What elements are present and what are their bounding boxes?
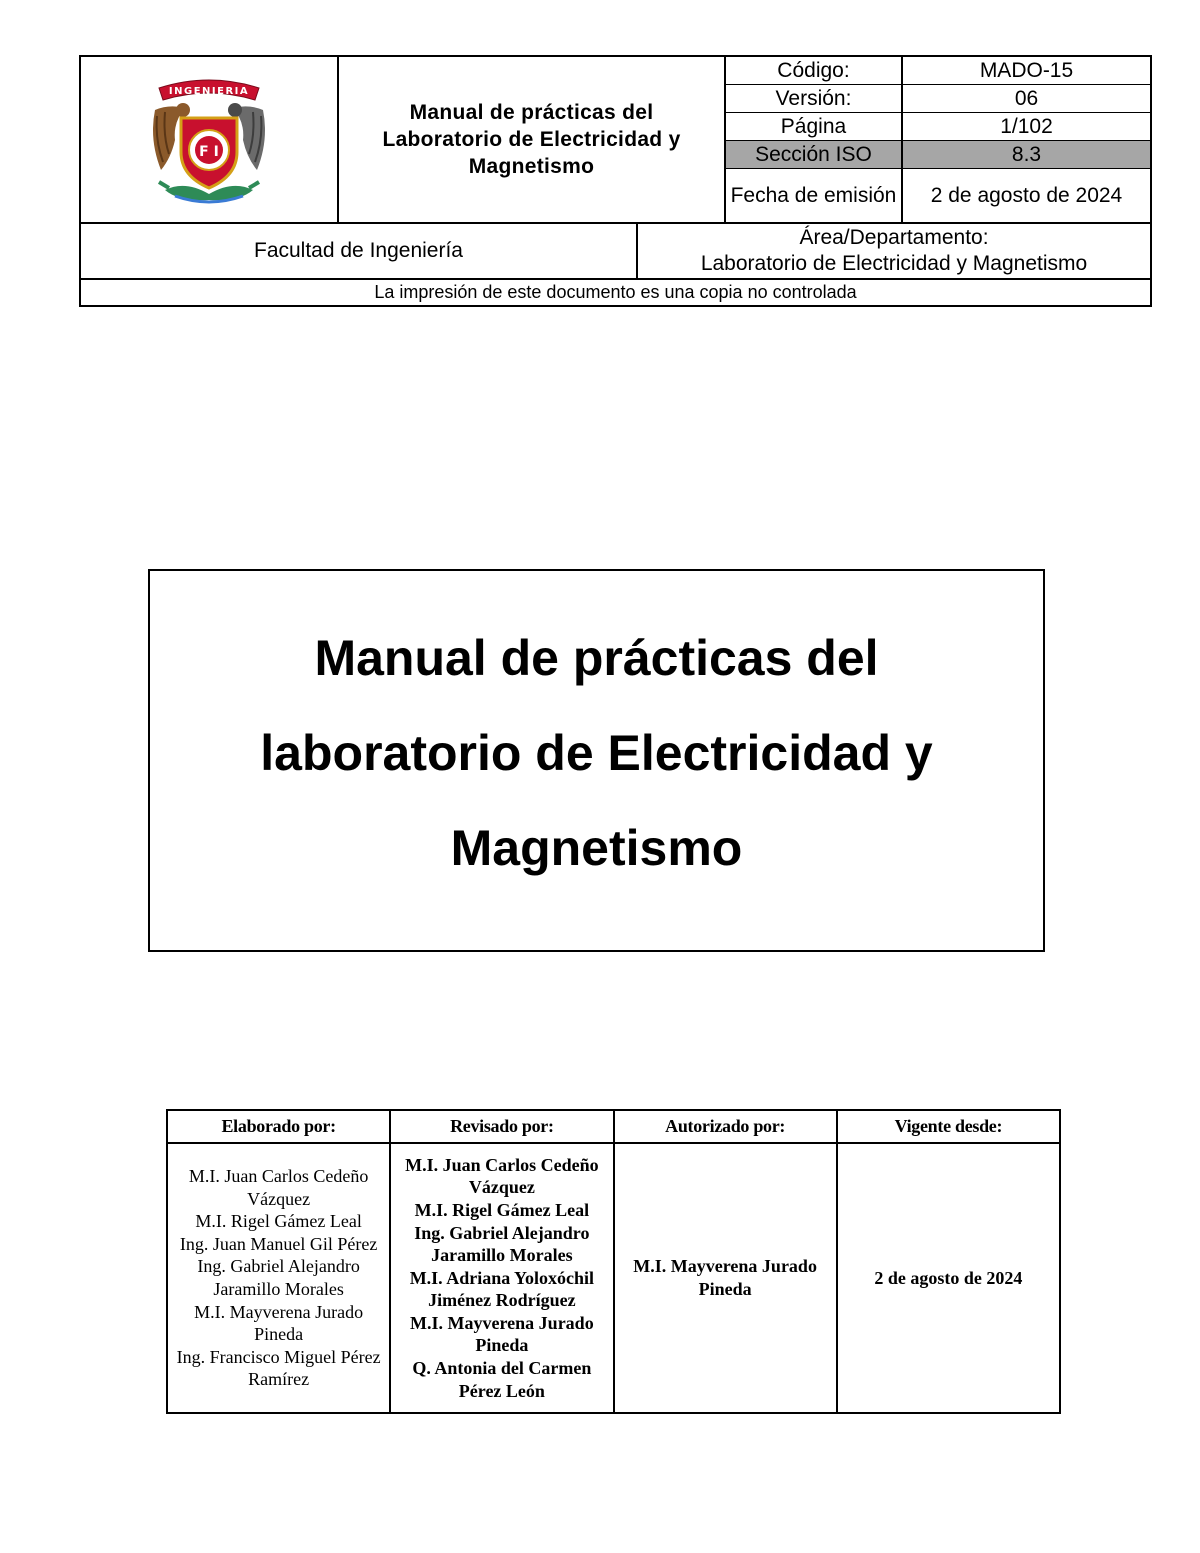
area-department	[638, 224, 1150, 278]
meta-label: Fecha de emisión	[726, 169, 903, 222]
meta-row-issue-date	[726, 169, 1150, 222]
copy-notice: La impresión de este documento es una copia no controlada	[374, 282, 857, 302]
engineering-school-logo	[145, 70, 273, 210]
author-name: M.I. Rigel Gámez Leal	[195, 1211, 362, 1232]
reviewer-name: M.I. Juan Carlos Cedeño Vázquez	[405, 1154, 599, 1198]
document-header	[79, 55, 1152, 307]
author-name: M.I. Mayverena Jurado Pineda	[194, 1301, 364, 1345]
reviewer-name: Q. Antonia del Carmen Pérez León	[412, 1358, 592, 1401]
logo-shield-letters: F I	[199, 143, 219, 160]
column-header-elaborado: Elaborado por:	[167, 1110, 390, 1143]
meta-row-code	[726, 57, 1150, 85]
meta-label: Versión:	[726, 85, 903, 112]
meta-value: 06	[1014, 86, 1039, 110]
signatures-header-row	[167, 1110, 1060, 1143]
meta-value: 2 de agosto de 2024	[930, 183, 1123, 207]
meta-row-iso-section	[726, 141, 1150, 169]
author-name: Ing. Francisco Miguel Pérez Ramírez	[176, 1346, 381, 1390]
reviewer-name: Ing. Gabriel Alejandro Jaramillo Morales	[414, 1222, 590, 1266]
meta-value: MADO-15	[979, 58, 1074, 82]
meta-label: Código:	[726, 57, 903, 84]
header-middle-row	[81, 224, 1150, 280]
signatures-row	[167, 1143, 1060, 1413]
meta-row-page	[726, 113, 1150, 141]
header-top-row	[81, 57, 1150, 224]
reviewer-name: M.I. Rigel Gámez Leal	[414, 1199, 590, 1220]
elaborado-cell	[167, 1143, 390, 1413]
vigente-cell: 2 de agosto de 2024	[837, 1143, 1060, 1413]
meta-value: 1/102	[1000, 114, 1053, 138]
meta-row-version	[726, 85, 1150, 113]
document-metadata	[726, 57, 1150, 222]
main-title-box	[148, 569, 1045, 952]
meta-label: Sección ISO	[726, 141, 903, 168]
author-name: M.I. Juan Carlos Cedeño Vázquez	[188, 1166, 369, 1209]
area-label: Área/Departamento:	[799, 226, 989, 249]
signatures-table	[166, 1109, 1061, 1414]
column-header-revisado: Revisado por:	[390, 1110, 613, 1143]
revisado-cell	[390, 1143, 613, 1413]
header-title: Manual de prácticas del Laboratorio de Electricidad y Magnetismo	[339, 57, 726, 222]
area-value: Laboratorio de Electricidad y Magnetismo	[700, 252, 1088, 275]
main-title-line-2: laboratorio de Electricidad y	[260, 725, 933, 781]
reviewer-name: M.I. Adriana Yoloxóchil Jiménez Rodríguez	[409, 1267, 595, 1311]
meta-value: 8.3	[1011, 142, 1042, 166]
author-name: Ing. Gabriel Alejandro Jaramillo Morales	[197, 1256, 360, 1299]
autorizado-cell: M.I. Mayverena Jurado Pineda	[614, 1143, 837, 1413]
logo-cell	[81, 57, 339, 222]
meta-label: Página	[726, 113, 903, 140]
author-name: Ing. Juan Manuel Gil Pérez	[179, 1233, 378, 1254]
main-title-line-3: Magnetismo	[450, 820, 743, 876]
column-header-autorizado: Autorizado por:	[614, 1110, 837, 1143]
reviewer-name: M.I. Mayverena Jurado Pineda	[410, 1312, 594, 1356]
logo-banner-text: INGENIERIA	[168, 85, 250, 97]
column-header-vigente: Vigente desde:	[837, 1110, 1060, 1143]
faculty-name: Facultad de Ingeniería	[81, 224, 638, 278]
main-title-line-1: Manual de prácticas del	[314, 630, 879, 686]
